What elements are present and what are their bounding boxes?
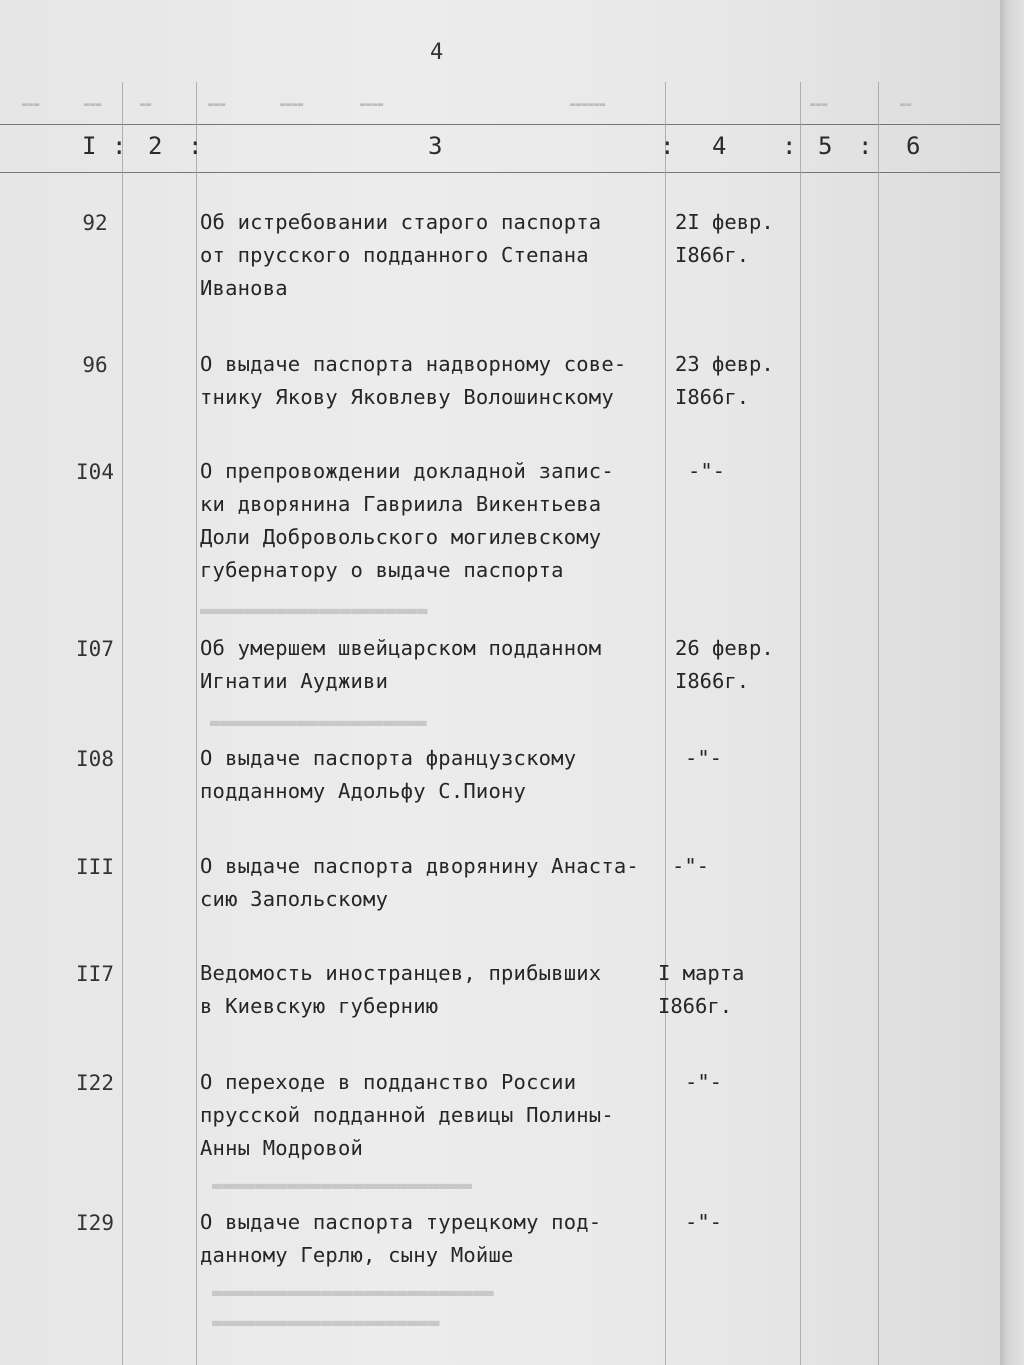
case-number: I04 bbox=[76, 460, 114, 484]
column-divider bbox=[800, 82, 801, 1365]
column-divider bbox=[196, 82, 197, 1365]
case-date: -"- bbox=[685, 746, 723, 770]
case-title: О выдаче паспорта французскому подданному Адольфу С.Пиону bbox=[200, 746, 577, 803]
column-number-row bbox=[0, 132, 1000, 172]
column-separator: : bbox=[660, 132, 675, 160]
column-number: 4 bbox=[712, 132, 727, 160]
case-date: -"- bbox=[685, 1210, 723, 1234]
case-date: -"- bbox=[688, 459, 726, 483]
case-title: О переходе в подданство России прусской подданной девицы Полины- Анны Модровой bbox=[200, 1070, 614, 1160]
column-number: 3 bbox=[428, 132, 443, 160]
case-title: Ведомость иностранцев, прибывших в Киевскую губернию bbox=[200, 961, 602, 1018]
column-divider bbox=[122, 82, 123, 1365]
case-number: I22 bbox=[76, 1071, 114, 1095]
page-number: 4 bbox=[430, 40, 444, 65]
bleed-through-text: ▬▬▬▬▬▬▬▬▬▬▬▬▬▬▬▬▬▬▬▬▬ bbox=[212, 1312, 440, 1333]
case-title: О препровождении докладной запис- ки дворянина Гавриила Викентьева Доли Добровольского могилевскому губернатору о выдаче паспорта bbox=[200, 459, 614, 582]
case-date: 26 февр. I866г. bbox=[675, 636, 774, 693]
bleed-through-text: ▬▬▬▬▬▬▬▬▬▬▬▬▬▬▬▬▬▬▬▬▬▬▬▬▬▬ bbox=[212, 1282, 494, 1303]
case-date: -"- bbox=[672, 854, 710, 878]
column-separator: : bbox=[858, 132, 873, 160]
case-date: I марта I866г. bbox=[658, 961, 745, 1018]
header-top-rule bbox=[0, 124, 1000, 125]
case-number: I29 bbox=[76, 1211, 114, 1235]
column-number: 6 bbox=[906, 132, 921, 160]
case-number: 96 bbox=[82, 353, 108, 377]
case-title: О выдаче паспорта дворянину Анаста- сию Запольскому bbox=[200, 854, 639, 911]
case-number: II7 bbox=[76, 962, 114, 986]
column-number: 2 bbox=[148, 132, 163, 160]
bleed-through-header: ▬▬▬ ▬▬▬ ▬▬ ▬▬▬ ▬▬▬▬ ▬▬▬▬ ▬▬▬▬▬▬ ▬▬▬ ▬▬ bbox=[22, 100, 912, 110]
case-title: О выдаче паспорта надворному сове- тнику Якову Яковлеву Волошинскому bbox=[200, 352, 627, 409]
header-bottom-rule bbox=[0, 172, 1000, 173]
bleed-through-text: ▬▬▬▬▬▬▬▬▬▬▬▬▬▬▬▬▬▬▬▬▬ bbox=[200, 600, 428, 621]
bleed-through-text: ▬▬▬▬▬▬▬▬▬▬▬▬▬▬▬▬▬▬▬▬▬▬▬▬ bbox=[212, 1175, 473, 1196]
case-title: Об умершем швейцарском подданном Игнатии Аудживи bbox=[200, 636, 602, 693]
column-separator: : bbox=[188, 132, 203, 160]
case-number: I08 bbox=[76, 747, 114, 771]
case-date: -"- bbox=[685, 1070, 723, 1094]
case-number: III bbox=[76, 855, 114, 879]
column-divider bbox=[878, 82, 879, 1365]
column-separator: : bbox=[782, 132, 797, 160]
case-number: 92 bbox=[82, 211, 108, 235]
page-edge-shadow bbox=[1000, 0, 1024, 1365]
case-date: 23 февр. I866г. bbox=[675, 352, 774, 409]
column-number: I bbox=[82, 132, 97, 160]
case-title: Об истребовании старого паспорта от прусского подданного Степана Иванова bbox=[200, 210, 602, 300]
bleed-through-text: ▬▬▬▬▬▬▬▬▬▬▬▬▬▬▬▬▬▬▬▬ bbox=[210, 712, 427, 733]
case-date: 2I февр. I866г. bbox=[675, 210, 774, 267]
case-number: I07 bbox=[76, 637, 114, 661]
column-separator: : bbox=[112, 132, 127, 160]
column-number: 5 bbox=[818, 132, 833, 160]
case-title: О выдаче паспорта турецкому под- данному Герлю, сыну Мойше bbox=[200, 1210, 602, 1267]
